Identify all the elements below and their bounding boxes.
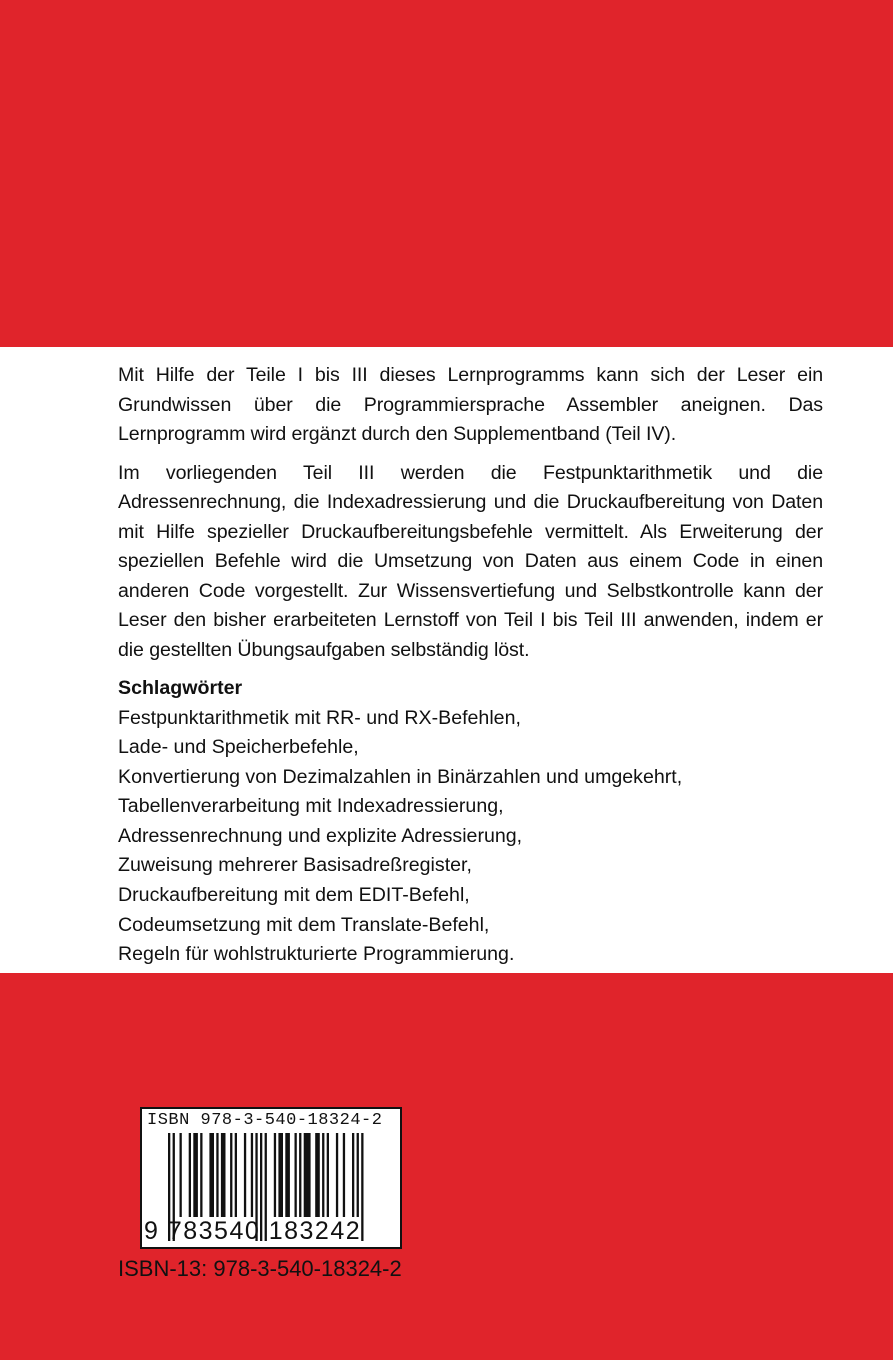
- barcode-ean-digits: 9 783540 183242: [144, 1217, 362, 1245]
- barcode-bar: [216, 1133, 218, 1217]
- barcode-isbn-label: ISBN 978-3-540-18324-2: [147, 1111, 383, 1130]
- barcode-bar: [361, 1133, 363, 1241]
- barcode-bar: [327, 1133, 329, 1217]
- barcode-bar: [315, 1133, 320, 1217]
- barcode-bar: [230, 1133, 232, 1217]
- barcode-bar: [200, 1133, 202, 1217]
- barcode-bar: [357, 1133, 359, 1217]
- description-panel: [0, 347, 893, 973]
- keyword-item: Festpunktarithmetik mit RR- und RX-Befehlen,: [118, 706, 521, 729]
- barcode-bar: [189, 1133, 191, 1217]
- keyword-item: Regeln für wohlstrukturierte Programmierung.: [118, 943, 515, 966]
- barcode-bar: [193, 1133, 198, 1217]
- barcode-bar: [336, 1133, 338, 1217]
- barcode-bar: [251, 1133, 253, 1217]
- keywords-list: [118, 704, 823, 970]
- keyword-item: Adressenrechnung und explizite Adressierung,: [118, 824, 523, 847]
- barcode-bar: [299, 1133, 301, 1217]
- keyword-item: Konvertierung von Dezimalzahlen in Binärzahlen und umgekehrt,: [118, 765, 683, 788]
- keyword-item: Lade- und Speicherbefehle,: [118, 736, 359, 759]
- barcode-bar: [352, 1133, 354, 1217]
- bottom-red-band: [0, 973, 893, 1360]
- description-paragraph-2: Im vorliegenden Teil III werden die Festpunktarithmetik und die Adressenrechnung, die Indexadressierung und die Druckaufbereitung von Daten mit Hilfe spezieller Druckaufbereitungsbefehle vermittelt. Als Erweiterung der speziellen Befehle wird die Umsetzung von Daten aus einem Code in einen anderen Code vorgestellt. Zur Wissensvertiefung und Selbstkontrolle kann der Leser den bisher erarbeiteten Lernstoff von Teil I bis Teil III anwenden, indem er die gestellten Übungsaufgaben selbständig löst.: [118, 461, 823, 661]
- barcode-bar: [278, 1133, 283, 1217]
- keyword-item: Zuweisung mehrerer Basisadreßregister,: [118, 854, 472, 877]
- barcode-bar: [304, 1133, 311, 1217]
- isbn-13-text: ISBN-13: 978-3-540-18324-2: [118, 1256, 402, 1281]
- barcode-bar: [295, 1133, 297, 1217]
- barcode-bar: [235, 1133, 237, 1217]
- barcode-bar: [285, 1133, 290, 1217]
- text-area: [118, 361, 823, 970]
- barcode-bar: [221, 1133, 226, 1217]
- keyword-item: Tabellenverarbeitung mit Indexadressierung,: [118, 795, 504, 818]
- barcode: [140, 1107, 402, 1249]
- barcode-bar: [322, 1133, 324, 1217]
- barcode-bar: [180, 1133, 182, 1217]
- barcode-bar: [274, 1133, 276, 1217]
- description-paragraph-1: Mit Hilfe der Teile I bis III dieses Lernprogramms kann sich der Leser ein Grundwissen über die Programmiersprache Assembler aneignen. Das Lernprogramm wird ergänzt durch den Supplementband (Teil IV).: [118, 364, 823, 445]
- barcode-bar: [244, 1133, 246, 1217]
- keyword-item: Druckaufbereitung mit dem EDIT-Befehl,: [118, 884, 470, 907]
- barcode-bar: [209, 1133, 214, 1217]
- keywords-title: Schlagwörter: [118, 677, 243, 699]
- barcode-bar: [343, 1133, 345, 1217]
- keyword-item: Codeumsetzung mit dem Translate-Befehl,: [118, 913, 490, 936]
- top-red-band: [0, 0, 893, 347]
